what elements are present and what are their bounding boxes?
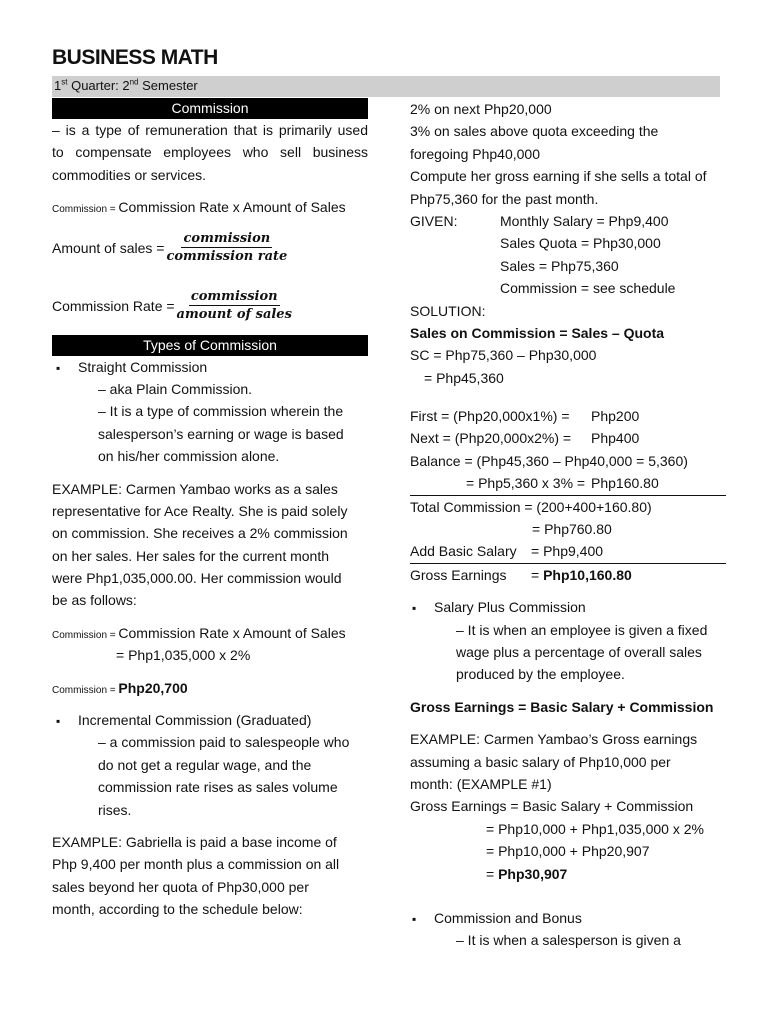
straight-desc-line: – It is a type of commission wherein the bbox=[98, 403, 344, 420]
given-value: Sales Quota = Php30,000 bbox=[500, 235, 661, 252]
example2-line: sales beyond her quota of Php30,000 per bbox=[52, 878, 309, 895]
gross-value-wrap bbox=[531, 564, 632, 586]
calc-line bbox=[52, 622, 368, 644]
document-title: BUSINESS MATH bbox=[52, 46, 218, 69]
solution-label: SOLUTION: bbox=[410, 302, 486, 319]
schedule-line: 2% on next Php20,000 bbox=[410, 101, 552, 117]
definition-line: commodities or services. bbox=[52, 166, 207, 183]
incremental-desc-line: do not get a regular wage, and the bbox=[98, 756, 312, 773]
ge-calc-line: = Php10,000 + Php20,907 bbox=[486, 843, 650, 860]
semester-suffix: nd bbox=[129, 77, 139, 87]
next-label: Next = (Php20,000x2%) = bbox=[410, 430, 572, 447]
schedule-line: foregoing Php40,000 bbox=[410, 145, 540, 162]
incremental-desc-line: commission rate rises as sales volume bbox=[98, 779, 338, 796]
numerator: commission bbox=[183, 231, 271, 247]
incremental-desc-line: rises. bbox=[98, 801, 132, 818]
denominator: commission rate bbox=[166, 249, 288, 265]
straight-desc-line: – aka Plain Commission. bbox=[98, 380, 253, 397]
ge-result-value: Php30,907 bbox=[498, 865, 568, 882]
given-label: GIVEN: bbox=[410, 212, 458, 229]
calc-small-label: Commission = bbox=[52, 684, 119, 696]
example2-line: Php 9,400 per month plus a commission on all bbox=[52, 856, 340, 873]
sc-line: SC = Php75,360 – Php30,000 bbox=[410, 347, 597, 364]
balance-row bbox=[410, 472, 726, 494]
schedule-line: Php75,360 for the past month. bbox=[410, 190, 599, 207]
sales-on-commission-formula: Sales on Commission = Sales – Quota bbox=[410, 324, 665, 341]
add-label: Add Basic Salary bbox=[410, 543, 517, 560]
example1-line: representative for Ace Realty. She is paid solely bbox=[52, 502, 348, 519]
definition-line: – is a type of remuneration that is primarily used bbox=[52, 122, 368, 138]
right-column bbox=[410, 98, 726, 952]
straight-desc-line: salesperson’s earning or wage is based bbox=[98, 425, 344, 442]
example2-line: month, according to the schedule below: bbox=[52, 901, 303, 918]
formula-text: Commission Rate x Amount of Sales bbox=[118, 199, 346, 216]
example1-line: on her sales. Her sales for the current month bbox=[52, 547, 330, 564]
fraction bbox=[177, 289, 292, 322]
calc-result-value: Php20,700 bbox=[118, 679, 188, 696]
amount-of-sales-formula bbox=[52, 219, 368, 277]
example1-line: be as follows: bbox=[52, 592, 137, 609]
fraction bbox=[166, 231, 287, 264]
formula-label: Commission Rate = bbox=[52, 297, 175, 314]
first-row bbox=[410, 405, 726, 427]
add-value: = Php9,400 bbox=[531, 543, 604, 560]
commission-heading: Commission bbox=[52, 98, 368, 119]
first-value: Php200 bbox=[591, 408, 640, 425]
given-value: Sales = Php75,360 bbox=[500, 257, 619, 274]
left-column bbox=[52, 98, 368, 921]
gross-label: Gross Earnings bbox=[410, 566, 507, 583]
balance-label: = Php5,360 x 3% = bbox=[466, 475, 586, 492]
gross-earnings-formula: Gross Earnings = Basic Salary + Commission bbox=[410, 698, 714, 715]
total-commission-line: Total Commission = (200+400+160.80) bbox=[410, 498, 652, 515]
example3-line: month: (EXAMPLE #1) bbox=[410, 775, 552, 792]
quarter-number: 1 bbox=[54, 78, 62, 93]
ge-result bbox=[410, 863, 726, 885]
given-row bbox=[410, 210, 726, 232]
spc-desc-line: produced by the employee. bbox=[456, 666, 625, 683]
balance-value: Php160.80 bbox=[591, 475, 659, 492]
calc-line: = Php1,035,000 x 2% bbox=[116, 647, 251, 664]
add-basic-salary-row bbox=[410, 540, 726, 562]
salary-plus-commission-item: ▪ Salary Plus Commission bbox=[410, 596, 726, 618]
cab-desc-line: – It is when a salesperson is given a bbox=[456, 932, 681, 949]
incremental-commission-item: ▪ Incremental Commission (Graduated) bbox=[52, 709, 368, 731]
incremental-desc-line: – a commission paid to salespeople who bbox=[98, 734, 350, 751]
calc-small-label: Commission = bbox=[52, 629, 119, 641]
commission-formula bbox=[52, 196, 368, 218]
given-value: Commission = see schedule bbox=[500, 280, 676, 297]
example3-line: EXAMPLE: Carmen Yambao’s Gross earnings bbox=[410, 731, 698, 748]
quarter-text: Quarter: 2 bbox=[67, 78, 130, 93]
sc-line: = Php45,360 bbox=[424, 369, 504, 386]
first-label: First = (Php20,000x1%) = bbox=[410, 408, 570, 425]
numerator: commission bbox=[190, 289, 278, 305]
commission-and-bonus-item: ▪ Commission and Bonus bbox=[410, 907, 726, 929]
example2-line: EXAMPLE: Gabriella is paid a base income of bbox=[52, 833, 337, 850]
quarter-semester-label bbox=[54, 78, 198, 93]
example3-line: assuming a basic salary of Php10,000 per bbox=[410, 753, 671, 770]
balance-line: Balance = (Php45,360 – Php40,000 = 5,360) bbox=[410, 452, 688, 469]
calc-result bbox=[52, 677, 368, 699]
next-row bbox=[410, 427, 726, 449]
schedule-line: 3% on sales above quota exceeding the bbox=[410, 123, 659, 140]
straight-commission-item: ▪ Straight Commission bbox=[52, 356, 368, 378]
types-of-commission-heading: Types of Commission bbox=[52, 335, 368, 356]
example1-line: were Php1,035,000.00. Her commission would bbox=[52, 570, 342, 587]
formula-label: Amount of sales = bbox=[52, 239, 165, 256]
quarter-suffix: st bbox=[61, 77, 68, 87]
gross-value: Php10,160.80 bbox=[543, 566, 632, 583]
spc-desc-line: – It is when an employee is given a fixed bbox=[456, 621, 708, 638]
calc-text: Commission Rate x Amount of Sales bbox=[118, 624, 346, 641]
definition-line: to compensate employees who sell business bbox=[52, 144, 368, 161]
commission-rate-formula bbox=[52, 277, 368, 335]
spc-desc-line: wage plus a percentage of overall sales bbox=[456, 643, 702, 660]
ge-eq: = bbox=[486, 865, 499, 882]
total-commission-line: = Php760.80 bbox=[532, 521, 612, 538]
example1-line: on commission. She receives a 2% commission bbox=[52, 525, 348, 542]
ge-calc-line: Gross Earnings = Basic Salary + Commission bbox=[410, 798, 694, 815]
next-value: Php400 bbox=[591, 430, 640, 447]
subtitle-bar bbox=[52, 76, 720, 97]
denominator: amount of sales bbox=[176, 307, 292, 323]
semester-text: Semester bbox=[138, 78, 198, 93]
schedule-line: Compute her gross earning if she sells a total of bbox=[410, 168, 707, 185]
example1-line: EXAMPLE: Carmen Yambao works as a sales bbox=[52, 480, 338, 497]
straight-desc-line: on his/her commission alone. bbox=[98, 448, 280, 465]
gross-eq: = bbox=[531, 566, 544, 583]
ge-calc-line: = Php10,000 + Php1,035,000 x 2% bbox=[486, 820, 704, 837]
gross-earnings-row bbox=[410, 564, 726, 586]
given-value: Monthly Salary = Php9,400 bbox=[500, 212, 669, 229]
formula-small-label: Commission = bbox=[52, 204, 119, 216]
